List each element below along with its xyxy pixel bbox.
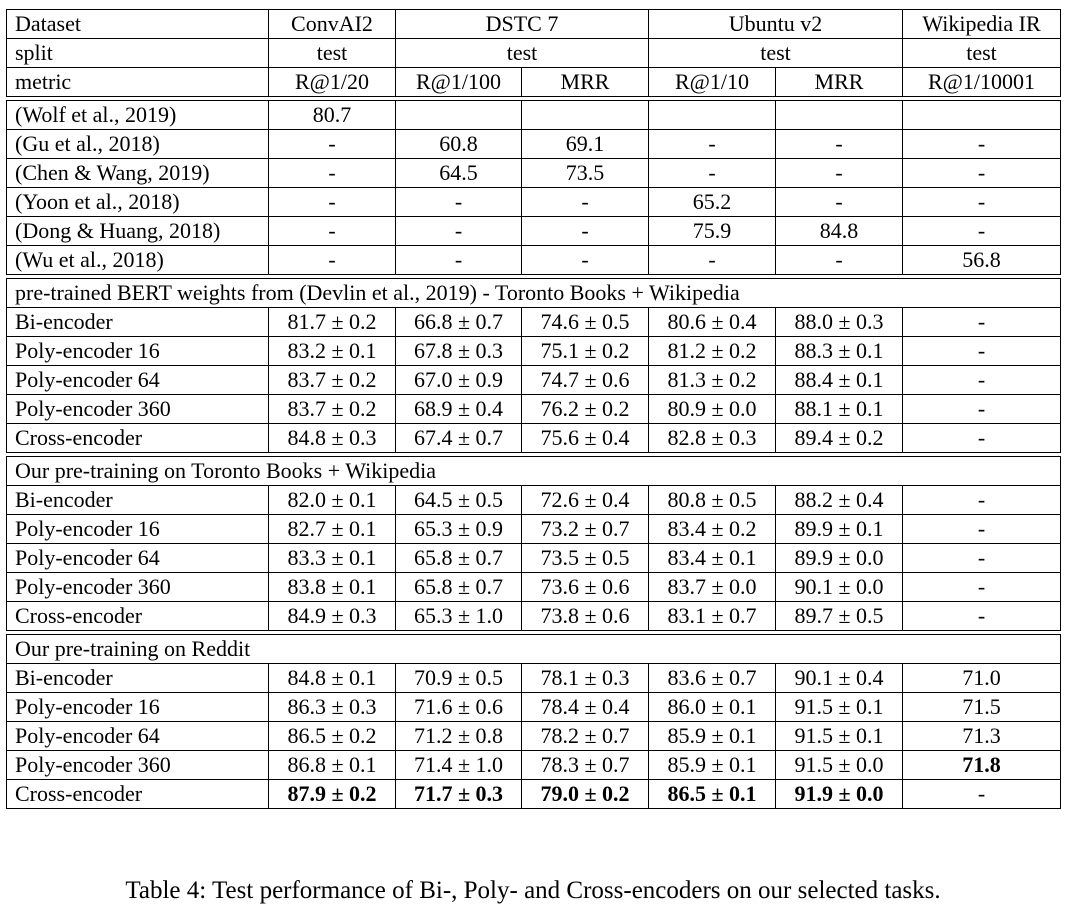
header-cell: split — [7, 39, 269, 68]
table-cell: - — [396, 217, 522, 246]
table-cell: 90.1 ± 0.0 — [776, 573, 903, 602]
table-cell: 83.3 ± 0.1 — [269, 544, 396, 573]
table-cell: 64.5 ± 0.5 — [396, 486, 522, 515]
table-row — [7, 308, 1061, 337]
table-cell: 83.6 ± 0.7 — [649, 664, 776, 693]
table-cell: - — [522, 188, 649, 217]
header-cell: metric — [7, 68, 269, 97]
table-cell: - — [903, 486, 1061, 515]
table-cell: 73.6 ± 0.6 — [522, 573, 649, 602]
header-cell: MRR — [776, 68, 903, 97]
table-row — [7, 188, 1061, 217]
table-cell: 89.7 ± 0.5 — [776, 602, 903, 631]
table-cell: - — [903, 366, 1061, 395]
table-cell: 73.5 — [522, 159, 649, 188]
table-cell: 84.9 ± 0.3 — [269, 602, 396, 631]
table-cell: 67.4 ± 0.7 — [396, 424, 522, 453]
table-cell: 71.6 ± 0.6 — [396, 693, 522, 722]
header-cell: DSTC 7 — [396, 10, 649, 39]
table-row — [7, 217, 1061, 246]
row-label: Poly-encoder 360 — [7, 573, 269, 602]
table-cell: - — [649, 130, 776, 159]
table-cell: 79.0 ± 0.2 — [522, 780, 649, 809]
table-cell: - — [776, 130, 903, 159]
row-label: Poly-encoder 16 — [7, 515, 269, 544]
table-cell: - — [903, 308, 1061, 337]
table-cell: - — [269, 217, 396, 246]
table-cell: 71.4 ± 1.0 — [396, 751, 522, 780]
table-cell: 84.8 — [776, 217, 903, 246]
table-cell: 83.4 ± 0.2 — [649, 515, 776, 544]
header-split-row — [7, 39, 1061, 68]
row-label: (Dong & Huang, 2018) — [7, 217, 269, 246]
table-row — [7, 693, 1061, 722]
table-cell: - — [522, 217, 649, 246]
table-cell: 67.8 ± 0.3 — [396, 337, 522, 366]
table-cell: - — [269, 188, 396, 217]
table-cell: 70.9 ± 0.5 — [396, 664, 522, 693]
table-cell: - — [903, 602, 1061, 631]
table-cell: 83.7 ± 0.2 — [269, 395, 396, 424]
table-cell: 65.8 ± 0.7 — [396, 573, 522, 602]
table-cell: 88.3 ± 0.1 — [776, 337, 903, 366]
table-cell — [903, 101, 1061, 130]
header-cell: test — [269, 39, 396, 68]
table-cell — [396, 101, 522, 130]
section-header-row — [7, 279, 1061, 308]
table-cell: 82.8 ± 0.3 — [649, 424, 776, 453]
row-label: Poly-encoder 64 — [7, 544, 269, 573]
table-cell: 68.9 ± 0.4 — [396, 395, 522, 424]
table-cell: - — [269, 130, 396, 159]
table-cell: - — [903, 159, 1061, 188]
section-header-row — [7, 635, 1061, 664]
table-cell: 90.1 ± 0.4 — [776, 664, 903, 693]
row-label: (Yoon et al., 2018) — [7, 188, 269, 217]
table-cell: 71.5 — [903, 693, 1061, 722]
table-cell: 89.9 ± 0.1 — [776, 515, 903, 544]
table-cell: - — [903, 130, 1061, 159]
table-cell: 71.2 ± 0.8 — [396, 722, 522, 751]
table-cell: 81.7 ± 0.2 — [269, 308, 396, 337]
table-cell: - — [396, 246, 522, 275]
row-label: (Gu et al., 2018) — [7, 130, 269, 159]
table-row — [7, 159, 1061, 188]
table-cell: 85.9 ± 0.1 — [649, 751, 776, 780]
table-cell: 84.8 ± 0.3 — [269, 424, 396, 453]
table-cell: - — [269, 159, 396, 188]
table-cell: 78.3 ± 0.7 — [522, 751, 649, 780]
table-cell: 65.2 — [649, 188, 776, 217]
table-cell: - — [903, 188, 1061, 217]
table-cell: 71.7 ± 0.3 — [396, 780, 522, 809]
row-label: Cross-encoder — [7, 424, 269, 453]
table-cell: 83.2 ± 0.1 — [269, 337, 396, 366]
table-cell — [522, 101, 649, 130]
header-cell: ConvAI2 — [269, 10, 396, 39]
header-cell: test — [396, 39, 649, 68]
table-cell: 82.0 ± 0.1 — [269, 486, 396, 515]
header-cell: R@1/10 — [649, 68, 776, 97]
row-label: Poly-encoder 64 — [7, 722, 269, 751]
table-cell: 67.0 ± 0.9 — [396, 366, 522, 395]
row-label: (Wu et al., 2018) — [7, 246, 269, 275]
table-cell: 72.6 ± 0.4 — [522, 486, 649, 515]
header-cell: MRR — [522, 68, 649, 97]
table-row — [7, 246, 1061, 275]
table-cell: - — [396, 188, 522, 217]
table-cell: 80.8 ± 0.5 — [649, 486, 776, 515]
row-label: Poly-encoder 360 — [7, 751, 269, 780]
table-cell: 65.3 ± 1.0 — [396, 602, 522, 631]
table-cell: 71.3 — [903, 722, 1061, 751]
table-cell: 78.1 ± 0.3 — [522, 664, 649, 693]
table-cell: 75.9 — [649, 217, 776, 246]
table-row — [7, 751, 1061, 780]
table-row — [7, 544, 1061, 573]
table-cell: 81.3 ± 0.2 — [649, 366, 776, 395]
row-label: Poly-encoder 64 — [7, 366, 269, 395]
table-cell: 74.6 ± 0.5 — [522, 308, 649, 337]
row-label: Poly-encoder 16 — [7, 693, 269, 722]
header-metric-row — [7, 68, 1061, 97]
table-cell: 64.5 — [396, 159, 522, 188]
table-cell: 86.3 ± 0.3 — [269, 693, 396, 722]
table-cell: - — [522, 246, 649, 275]
table-row — [7, 486, 1061, 515]
table-row — [7, 664, 1061, 693]
table-caption: Table 4: Test performance of Bi-, Poly- and Cross-encoders on our selected tasks. — [125, 877, 941, 904]
row-label: Poly-encoder 360 — [7, 395, 269, 424]
row-label: Bi-encoder — [7, 664, 269, 693]
table-cell: 88.1 ± 0.1 — [776, 395, 903, 424]
table-cell: 85.9 ± 0.1 — [649, 722, 776, 751]
header-cell: R@1/10001 — [903, 68, 1061, 97]
table-row — [7, 602, 1061, 631]
header-cell: Wikipedia IR — [903, 10, 1061, 39]
table-cell: 66.8 ± 0.7 — [396, 308, 522, 337]
row-label: Bi-encoder — [7, 486, 269, 515]
table-cell: - — [903, 217, 1061, 246]
table-cell: 75.6 ± 0.4 — [522, 424, 649, 453]
table-cell: - — [903, 573, 1061, 602]
header-cell: test — [903, 39, 1061, 68]
table-cell: 69.1 — [522, 130, 649, 159]
table-cell: - — [269, 246, 396, 275]
header-dataset-row — [7, 10, 1061, 39]
table-cell: - — [903, 424, 1061, 453]
table-cell: 82.7 ± 0.1 — [269, 515, 396, 544]
table-cell: - — [649, 246, 776, 275]
table-cell: 88.0 ± 0.3 — [776, 308, 903, 337]
table-cell: 75.1 ± 0.2 — [522, 337, 649, 366]
table-cell — [776, 101, 903, 130]
table-cell: - — [903, 395, 1061, 424]
table-cell: - — [903, 515, 1061, 544]
header-cell: R@1/20 — [269, 68, 396, 97]
results-table — [6, 9, 1061, 809]
table-cell — [649, 101, 776, 130]
row-label: (Wolf et al., 2019) — [7, 101, 269, 130]
table-row — [7, 722, 1061, 751]
table-cell: 56.8 — [903, 246, 1061, 275]
table-cell: 74.7 ± 0.6 — [522, 366, 649, 395]
results-table-figure — [6, 9, 1062, 904]
table-row — [7, 515, 1061, 544]
table-cell: 83.8 ± 0.1 — [269, 573, 396, 602]
table-cell: 78.4 ± 0.4 — [522, 693, 649, 722]
table-cell: 91.9 ± 0.0 — [776, 780, 903, 809]
table-cell: 83.4 ± 0.1 — [649, 544, 776, 573]
table-cell: - — [776, 246, 903, 275]
table-row — [7, 366, 1061, 395]
table-cell: 80.7 — [269, 101, 396, 130]
table-cell: 86.0 ± 0.1 — [649, 693, 776, 722]
table-cell: 78.2 ± 0.7 — [522, 722, 649, 751]
table-cell: 65.8 ± 0.7 — [396, 544, 522, 573]
table-cell: 87.9 ± 0.2 — [269, 780, 396, 809]
table-cell: 83.1 ± 0.7 — [649, 602, 776, 631]
table-cell: 89.4 ± 0.2 — [776, 424, 903, 453]
row-label: Bi-encoder — [7, 308, 269, 337]
table-cell: 86.5 ± 0.2 — [269, 722, 396, 751]
table-cell: 84.8 ± 0.1 — [269, 664, 396, 693]
table-cell: - — [649, 159, 776, 188]
table-cell: - — [903, 780, 1061, 809]
table-cell: 80.6 ± 0.4 — [649, 308, 776, 337]
table-row — [7, 395, 1061, 424]
table-cell: 71.0 — [903, 664, 1061, 693]
table-cell: - — [776, 188, 903, 217]
table-cell: 89.9 ± 0.0 — [776, 544, 903, 573]
table-cell: 83.7 ± 0.2 — [269, 366, 396, 395]
table-cell: 73.8 ± 0.6 — [522, 602, 649, 631]
table-cell: 91.5 ± 0.0 — [776, 751, 903, 780]
table-row — [7, 780, 1061, 809]
table-row — [7, 337, 1061, 366]
row-label: Poly-encoder 16 — [7, 337, 269, 366]
table-cell: - — [903, 337, 1061, 366]
table-cell: 65.3 ± 0.9 — [396, 515, 522, 544]
table-cell: 91.5 ± 0.1 — [776, 722, 903, 751]
table-cell: 71.8 — [903, 751, 1061, 780]
header-cell: Ubuntu v2 — [649, 10, 903, 39]
table-cell: 76.2 ± 0.2 — [522, 395, 649, 424]
table-cell: - — [776, 159, 903, 188]
table-cell: 91.5 ± 0.1 — [776, 693, 903, 722]
table-cell: 88.2 ± 0.4 — [776, 486, 903, 515]
table-row — [7, 424, 1061, 453]
section-title: Our pre-training on Toronto Books + Wikipedia — [7, 457, 1061, 486]
section-header-row — [7, 457, 1061, 486]
table-cell: 88.4 ± 0.1 — [776, 366, 903, 395]
row-label: (Chen & Wang, 2019) — [7, 159, 269, 188]
section-title: pre-trained BERT weights from (Devlin et al., 2019) - Toronto Books + Wikipedia — [7, 279, 1061, 308]
section-title: Our pre-training on Reddit — [7, 635, 1061, 664]
table-cell: 60.8 — [396, 130, 522, 159]
table-row — [7, 101, 1061, 130]
table-cell: 81.2 ± 0.2 — [649, 337, 776, 366]
table-cell: 80.9 ± 0.0 — [649, 395, 776, 424]
header-cell: test — [649, 39, 903, 68]
table-row — [7, 573, 1061, 602]
table-cell: 73.5 ± 0.5 — [522, 544, 649, 573]
table-cell: 83.7 ± 0.0 — [649, 573, 776, 602]
table-cell: 86.8 ± 0.1 — [269, 751, 396, 780]
table-cell: - — [903, 544, 1061, 573]
row-label: Cross-encoder — [7, 780, 269, 809]
table-cell: 86.5 ± 0.1 — [649, 780, 776, 809]
header-cell: Dataset — [7, 10, 269, 39]
header-cell: R@1/100 — [396, 68, 522, 97]
table-cell: 73.2 ± 0.7 — [522, 515, 649, 544]
row-label: Cross-encoder — [7, 602, 269, 631]
table-row — [7, 130, 1061, 159]
